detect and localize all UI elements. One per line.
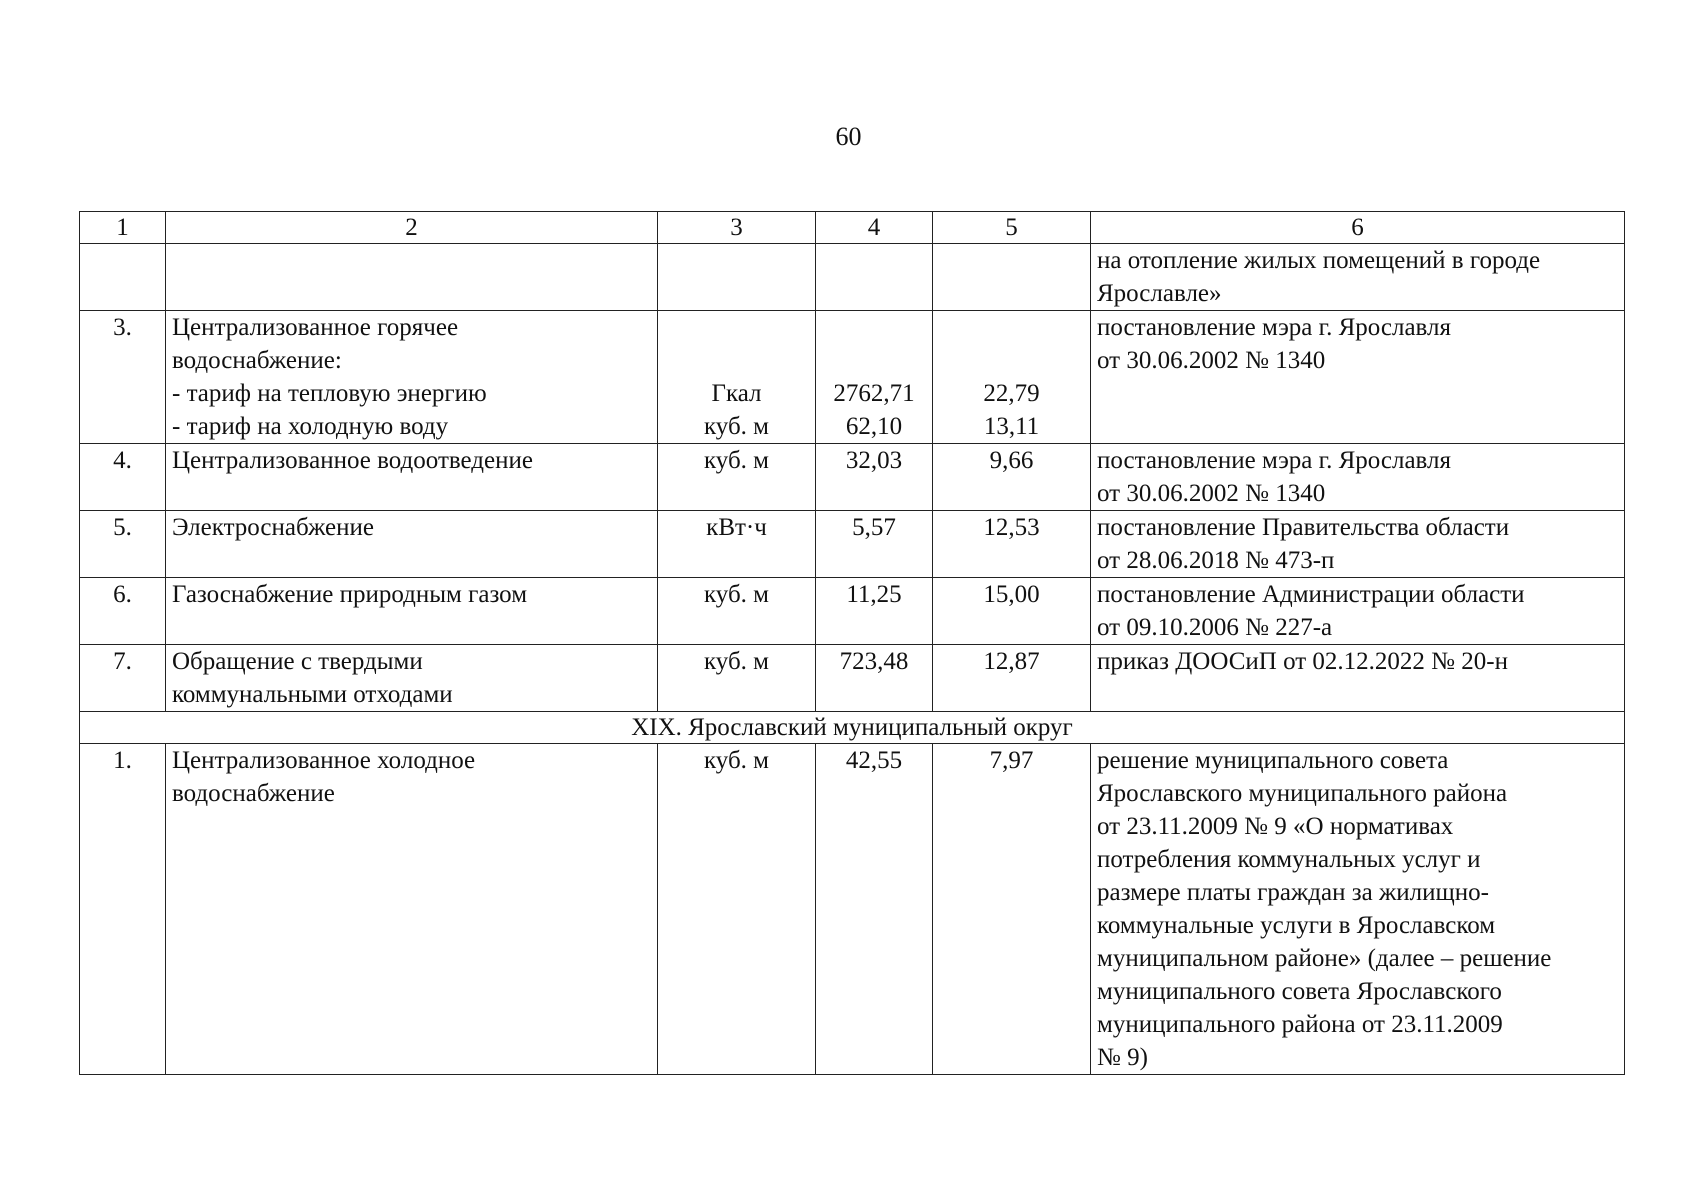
cell-norm-line [822,344,926,377]
cell-name-line: - тариф на холодную воду [172,413,449,440]
cell-norm-line [822,311,926,344]
cell-doc-line: приказ ДООСиП от 02.12.2022 № 20-н [1097,648,1508,675]
cell-norm-line: 62,10 [845,413,903,440]
header-cell-2: 2 [166,212,658,244]
cell-value-line: 12,87 [983,648,1040,675]
continuation-row [80,244,1625,311]
cell-doc [1091,645,1625,712]
cell-unit-line: куб. м [703,413,769,440]
cell-norm-line: 32,03 [845,447,903,474]
cell-norm [816,444,933,511]
header-row [80,212,1625,244]
cell-doc-line: Ярославского муниципального района [1097,780,1508,807]
cell-doc-line: муниципального района от 23.11.2009 [1097,1011,1503,1038]
cell-name-line: - тариф на тепловую энергию [172,380,487,407]
header-cell-3: 3 [658,212,816,244]
cell-value-line: 12,53 [983,514,1040,541]
header-cell-5: 5 [933,212,1091,244]
cell-doc-line: постановление мэра г. Ярославля [1097,314,1452,341]
table-row [80,645,1625,712]
cell-doc-line: № 9) [1097,1044,1148,1071]
cell-unit-line: куб. м [703,648,769,675]
cell-norm [816,511,933,578]
cell-value-line [939,311,1084,344]
cell-unit [658,244,816,311]
section-row [80,712,1625,744]
tariff-table [79,211,1625,1075]
cell-value [933,311,1091,444]
cell-value-line [939,344,1084,377]
section-title: XIX. Ярославский муниципальный округ [80,712,1625,744]
cell-name [166,645,658,712]
cell-doc [1091,444,1625,511]
cell-norm-line: 723,48 [839,648,909,675]
cell-norm [816,578,933,645]
cell-norm-line: 5,57 [852,514,896,541]
cell-unit-line [664,311,809,344]
cell-name-line: Централизованное горячее [172,314,459,341]
cell-norm-line: 2762,71 [833,380,915,407]
cell-doc [1091,244,1625,311]
cell-doc [1091,578,1625,645]
cell-doc-line: от 30.06.2002 № 1340 [1097,480,1326,507]
cell-doc [1091,311,1625,444]
cell-value [933,244,1091,311]
cell-name-line: Электроснабжение [172,514,374,541]
cell-name-line: коммунальными отходами [172,681,453,708]
cell-norm-line: 11,25 [846,581,902,608]
cell-doc-line: размере платы граждан за жилищно- [1097,879,1489,906]
cell-norm [816,645,933,712]
cell-norm-line: 42,55 [845,747,903,774]
cell-value-line: 22,79 [983,380,1040,407]
cell-name-line: Обращение с твердыми [172,648,423,675]
cell-name-line: Централизованное водоотведение [172,447,533,474]
cell-doc-line: муниципальном районе» (далее – решение [1097,945,1552,972]
doc-line: Ярославле» [1097,280,1222,307]
cell-num: 7. [80,645,166,712]
cell-value-line: 13,11 [983,413,1040,440]
cell-unit [658,511,816,578]
cell-value [933,645,1091,712]
cell-doc-line: от 23.11.2009 № 9 «О нормативах [1097,813,1454,840]
cell-name [166,311,658,444]
cell-norm [816,311,933,444]
cell-value-line: 9,66 [989,447,1034,474]
header-cell-4: 4 [816,212,933,244]
cell-unit [658,578,816,645]
doc-line: на отопление жилых помещений в городе [1097,247,1541,274]
cell-value-line: 15,00 [983,581,1040,608]
cell-norm [816,744,933,1075]
cell-value-line: 7,97 [989,747,1034,774]
cell-unit-line: куб. м [703,447,769,474]
cell-unit-line: куб. м [703,747,769,774]
cell-doc-line: коммунальные услуги в Ярославском [1097,912,1496,939]
cell-name-line: Централизованное холодное [172,747,476,774]
cell-doc-line: от 09.10.2006 № 227-а [1097,614,1333,641]
cell-num: 3. [80,311,166,444]
cell-doc-line: потребления коммунальных услуг и [1097,846,1481,873]
cell-name-line: водоснабжение [172,780,335,807]
table-row [80,311,1625,444]
cell-name [166,511,658,578]
cell-num [80,244,166,311]
cell-unit-line: кВт·ч [706,514,767,541]
cell-name [166,744,658,1075]
cell-doc [1091,511,1625,578]
header-cell-6: 6 [1091,212,1625,244]
table-row [80,511,1625,578]
cell-num: 5. [80,511,166,578]
cell-doc-line: постановление Правительства области [1097,514,1510,541]
cell-unit [658,311,816,444]
cell-num: 1. [80,744,166,1075]
cell-name [166,444,658,511]
cell-name-line: водоснабжение: [172,347,342,374]
cell-unit-line [664,344,809,377]
cell-name [166,578,658,645]
table-row [80,744,1625,1075]
cell-unit [658,444,816,511]
page-number: 60 [835,122,862,151]
cell-doc-line: решение муниципального совета [1097,747,1449,774]
cell-unit-line: куб. м [703,581,769,608]
cell-value [933,511,1091,578]
cell-name-line: Газоснабжение природным газом [172,581,528,608]
cell-value [933,578,1091,645]
cell-unit-line: Гкал [711,380,762,407]
cell-doc-line: постановление мэра г. Ярославля [1097,447,1452,474]
cell-num: 6. [80,578,166,645]
cell-doc [1091,744,1625,1075]
cell-unit [658,645,816,712]
cell-doc-line: постановление Администрации области [1097,581,1525,608]
cell-unit [658,744,816,1075]
cell-doc-line: муниципального совета Ярославского [1097,978,1502,1005]
cell-value [933,444,1091,511]
table-row [80,578,1625,645]
cell-num: 4. [80,444,166,511]
cell-norm [816,244,933,311]
cell-value [933,744,1091,1075]
cell-name [166,244,658,311]
header-cell-1: 1 [80,212,166,244]
table-row [80,444,1625,511]
cell-doc-line: от 30.06.2002 № 1340 [1097,347,1326,374]
cell-doc-line: от 28.06.2018 № 473-п [1097,547,1335,574]
